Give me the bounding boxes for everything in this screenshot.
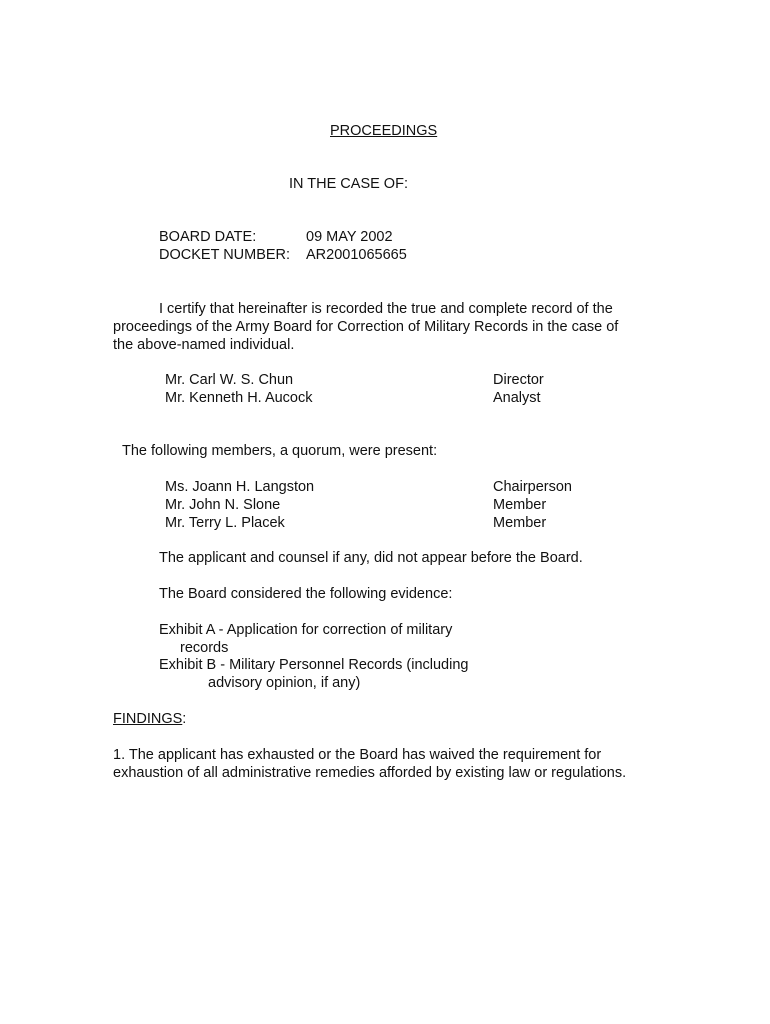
certify-line-2: proceedings of the Army Board for Correction of Military Records in the case of bbox=[113, 319, 619, 335]
staff-name: Mr. Carl W. S. Chun bbox=[165, 372, 294, 388]
docket-number-value: AR2001065665 bbox=[306, 247, 407, 263]
appearance-statement: The applicant and counsel if any, did not appear before the Board. bbox=[159, 550, 583, 566]
case-of-label: IN THE CASE OF: bbox=[289, 176, 408, 192]
exhibit-b-continued: advisory opinion, if any) bbox=[208, 675, 361, 691]
findings-heading bbox=[113, 710, 186, 728]
member-role: Member bbox=[493, 515, 547, 531]
board-date-label: BOARD DATE: bbox=[159, 229, 257, 245]
certify-line-3: the above-named individual. bbox=[113, 337, 295, 353]
staff-role: Analyst bbox=[493, 390, 541, 406]
member-name: Mr. Terry L. Placek bbox=[165, 515, 285, 531]
member-role: Member bbox=[493, 497, 547, 513]
page-title: PROCEEDINGS bbox=[330, 123, 438, 139]
finding-1-line-2: exhaustion of all administrative remedies afforded by existing law or regulations. bbox=[113, 765, 627, 781]
exhibit-a: Exhibit A - Application for correction of military bbox=[159, 622, 453, 638]
certify-line-1: I certify that hereinafter is recorded the true and complete record of the bbox=[159, 301, 613, 317]
exhibit-a-continued: records bbox=[180, 640, 229, 656]
staff-role: Director bbox=[493, 372, 544, 388]
board-date-value: 09 MAY 2002 bbox=[306, 229, 393, 245]
quorum-statement: The following members, a quorum, were present: bbox=[122, 443, 438, 459]
docket-number-label: DOCKET NUMBER: bbox=[159, 247, 291, 263]
staff-name: Mr. Kenneth H. Aucock bbox=[165, 390, 313, 406]
member-name: Mr. John N. Slone bbox=[165, 497, 281, 513]
member-name: Ms. Joann H. Langston bbox=[165, 479, 315, 495]
member-role: Chairperson bbox=[493, 479, 572, 495]
exhibit-b: Exhibit B - Military Personnel Records (including bbox=[159, 657, 469, 673]
finding-1-line-1: 1. The applicant has exhausted or the Board has waived the requirement for bbox=[113, 747, 602, 763]
findings-label: FINDINGS bbox=[113, 711, 183, 727]
evidence-intro: The Board considered the following evidence: bbox=[159, 586, 453, 602]
findings-colon: : bbox=[182, 711, 187, 727]
